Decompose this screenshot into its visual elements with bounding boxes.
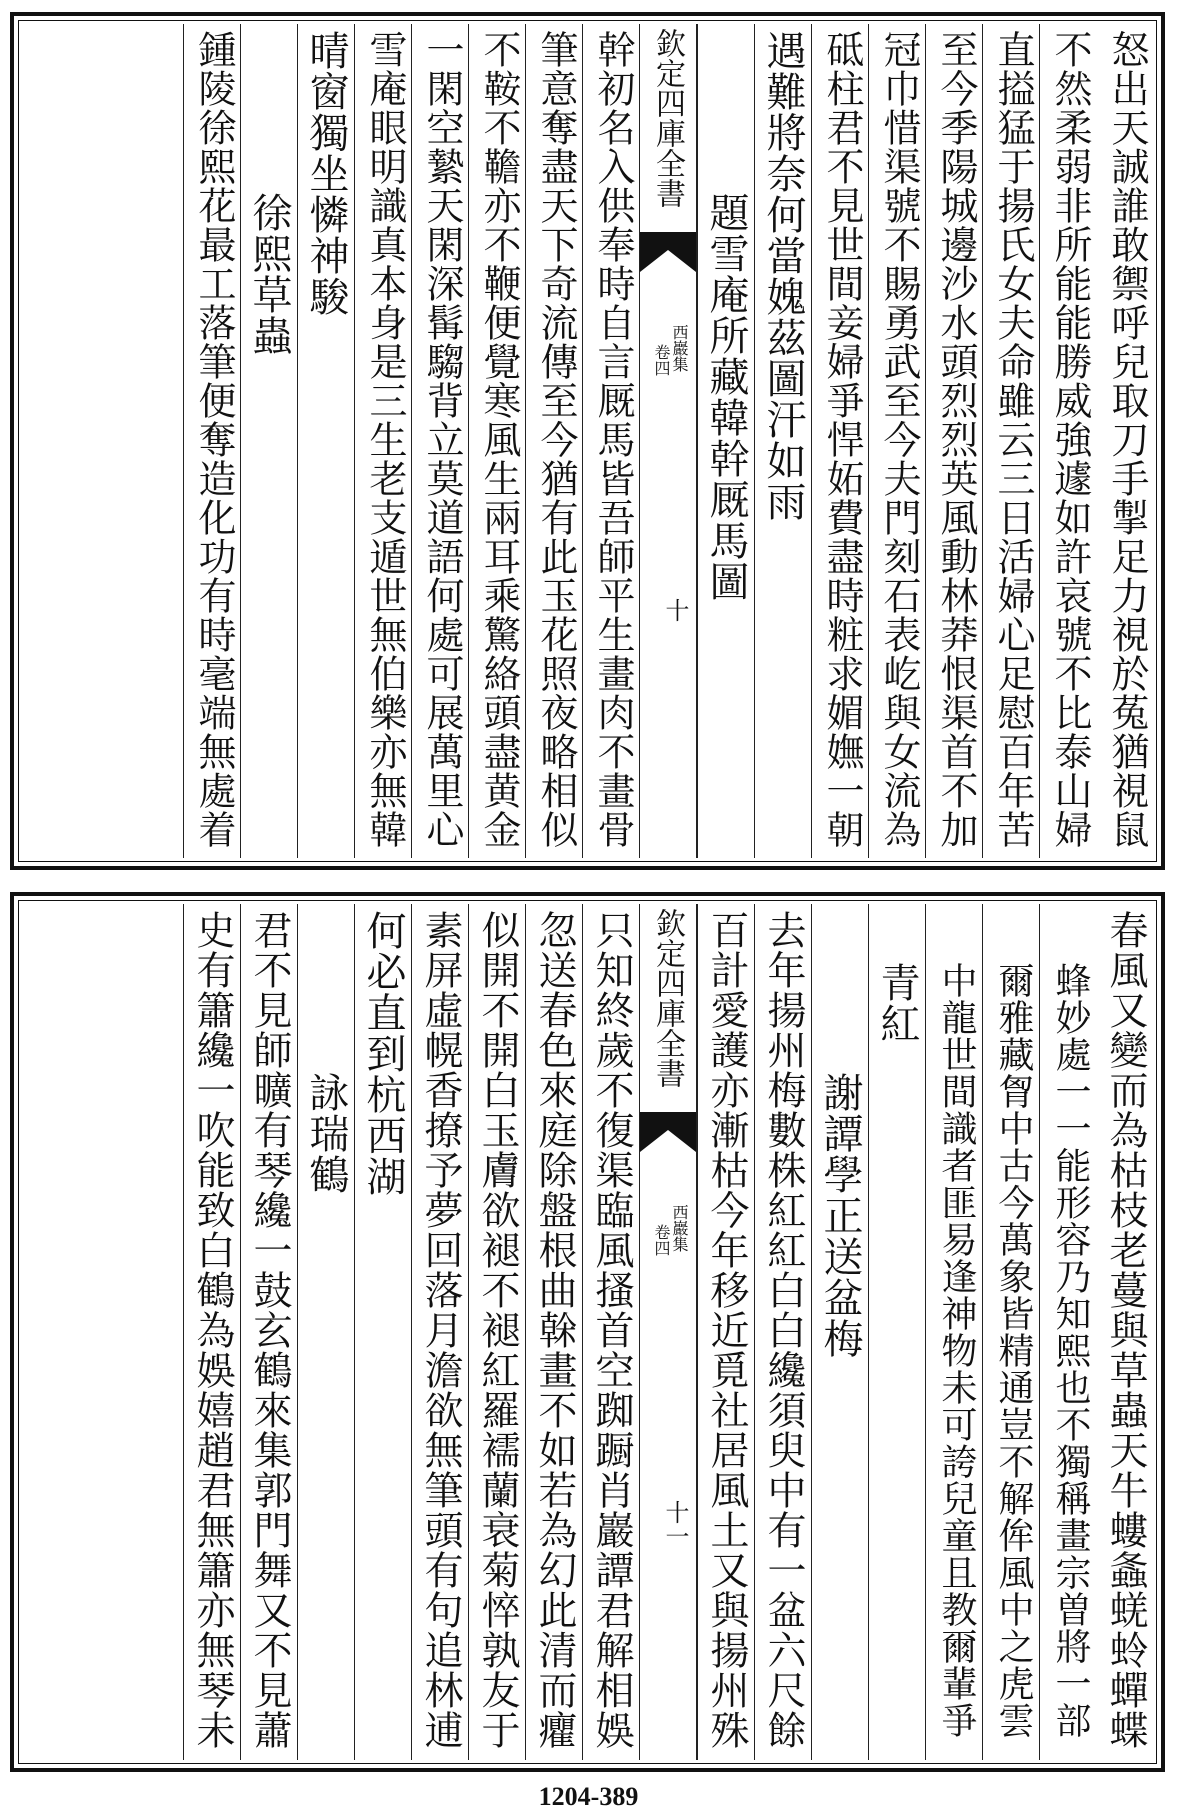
- column-text: 鍾陵徐熙花最工落筆便奪造化功有時毫端無處着: [192, 30, 236, 849]
- column-text: 不然柔弱非所能能勝威強遽如許哀號不比泰山婦: [1048, 30, 1092, 849]
- column-text: 素屏虛幌香撩予夢回落月澹欲無筆頭有句追林逋: [418, 910, 463, 1750]
- column-text: 青紅: [874, 962, 920, 1044]
- column-text: 筆意奪盡天下奇流傳至今猶有此玉花照夜略相似: [534, 30, 578, 849]
- column-text: 晴窗獨坐憐神駿: [303, 30, 349, 317]
- column-text: 中龍世間識者匪易逢神物未可誇兒童且教爾輩爭: [936, 962, 977, 1739]
- text-column: [925, 24, 982, 858]
- column-text: 不鞍不韂亦不鞭便覺寒風生兩耳乘驚絡頭盡黄金: [477, 30, 521, 849]
- text-column: [240, 24, 297, 858]
- column-text: 去年揚州梅數株紅紅白白纔須臾中有一盆六尺餘: [761, 910, 806, 1750]
- column-text: 砥柱君不見世間妾婦爭悍妬費盡時粧求媚嫵一朝: [820, 30, 864, 849]
- text-column: [697, 24, 754, 858]
- text-column: [411, 904, 468, 1760]
- column-text: 直搤猛于揚氏女夫命雖云三日活婦心足慰百年苦: [991, 30, 1035, 849]
- column-text: 冠巾惜渠號不賜勇武至今夫門刻石表屹與女流為: [877, 30, 921, 849]
- text-column: [811, 904, 868, 1760]
- text-column: [240, 904, 297, 1760]
- text-column: [525, 24, 582, 858]
- text-column: [297, 904, 354, 1760]
- column-text: 只知終歲不復渠臨風搔首空踟蹰肖巖譚君解相娛: [589, 910, 634, 1750]
- text-column: [354, 904, 411, 1760]
- text-column: [468, 24, 525, 858]
- text-column: [183, 904, 240, 1760]
- upper-page-columns: [22, 24, 1153, 858]
- leaf-number: 十: [661, 598, 689, 622]
- text-column: [868, 24, 925, 858]
- text-column: [1096, 24, 1153, 858]
- column-text: 君不見師曠有琴纔一鼓玄鶴來集郭門舞又不見蕭: [247, 910, 292, 1750]
- column-text: 怒出天誠誰敢禦呼兒取刀手掣足力視於菟猶視鼠: [1105, 30, 1149, 849]
- text-column: [183, 24, 240, 858]
- text-column: [754, 24, 811, 858]
- column-text: 題雪庵所藏韓幹厩馬圖: [703, 192, 749, 602]
- text-column: [925, 904, 982, 1760]
- center-fold-column: [639, 904, 697, 1760]
- column-text: 忽送春色來庭除盤根曲榦畫不如若為幻此清而癯: [532, 910, 577, 1750]
- column-text: 遇難將奈何當媿茲圖汗如雨: [760, 30, 806, 522]
- column-text: 一閑空縶天閑深髯騶背立莫道語何處可展萬里心: [420, 30, 464, 849]
- column-text: 幹初名入供奉時自言厩馬皆吾師平生畫肉不畫骨: [591, 30, 635, 849]
- collection-title: 西巖集: [670, 324, 689, 372]
- column-text: 何必直到杭西湖: [360, 910, 406, 1197]
- text-column: [1096, 904, 1153, 1760]
- text-column: [982, 24, 1039, 858]
- text-column: [582, 904, 639, 1760]
- text-column: [811, 24, 868, 858]
- text-column: [1039, 904, 1096, 1760]
- column-text: 蜂妙處一一能形容乃知熙也不獨稱畫宗曽將一部: [1050, 962, 1091, 1739]
- column-text: 百計愛護亦漸枯今年移近覓社居風土又與揚州殊: [704, 910, 749, 1750]
- page-code: 1204-389: [538, 1782, 639, 1811]
- text-column: [468, 904, 525, 1760]
- text-column: [525, 904, 582, 1760]
- text-column: [697, 904, 754, 1760]
- column-text: 詠瑞鶴: [303, 1072, 349, 1195]
- column-text: 徐熙草蟲: [246, 192, 292, 356]
- text-column: [582, 24, 639, 858]
- text-column: [868, 904, 925, 1760]
- column-text: 春風又變而為枯枝老蔓與草蟲天牛螻螽蜣蛉蟬蝶: [1103, 910, 1148, 1750]
- column-text: 似開不開白玉膚欲褪不褪紅羅襦蘭衰菊悴孰友于: [475, 910, 520, 1750]
- column-text: 爾雅藏胷中古今萬象皆精通豈不解侔風中之虎雲: [993, 962, 1034, 1739]
- column-text: 至今季陽城邊沙水頭烈烈英風動林莽恨渠首不加: [934, 30, 978, 849]
- text-column: [411, 24, 468, 858]
- fishtail-mark-icon: [640, 1112, 696, 1170]
- lower-page-frame: [10, 892, 1165, 1772]
- series-title: 欽定四庫全書: [650, 28, 685, 208]
- text-column: [754, 904, 811, 1760]
- fishtail-mark-icon: [640, 232, 696, 290]
- leaf-number: 十一: [661, 1500, 689, 1548]
- text-column: [297, 24, 354, 858]
- juan-number: 卷四: [652, 344, 671, 376]
- column-text: 謝譚學正送盆梅: [817, 1072, 863, 1359]
- column-text: 雪庵眼明識真本身是三生老支遁世無伯樂亦無韓: [363, 30, 407, 849]
- series-title: 欽定四庫全書: [650, 908, 685, 1088]
- column-text: 史有簫纔一吹能致白鶴為娛嬉趙君無簫亦無琴未: [190, 910, 235, 1750]
- upper-page-frame: [10, 12, 1165, 870]
- lower-page-columns: [22, 904, 1153, 1760]
- text-column: [354, 24, 411, 858]
- text-column: [982, 904, 1039, 1760]
- collection-title: 西巖集: [670, 1204, 689, 1252]
- juan-number: 卷四: [652, 1224, 671, 1256]
- center-fold-column: [639, 24, 697, 858]
- text-column: [1039, 24, 1096, 858]
